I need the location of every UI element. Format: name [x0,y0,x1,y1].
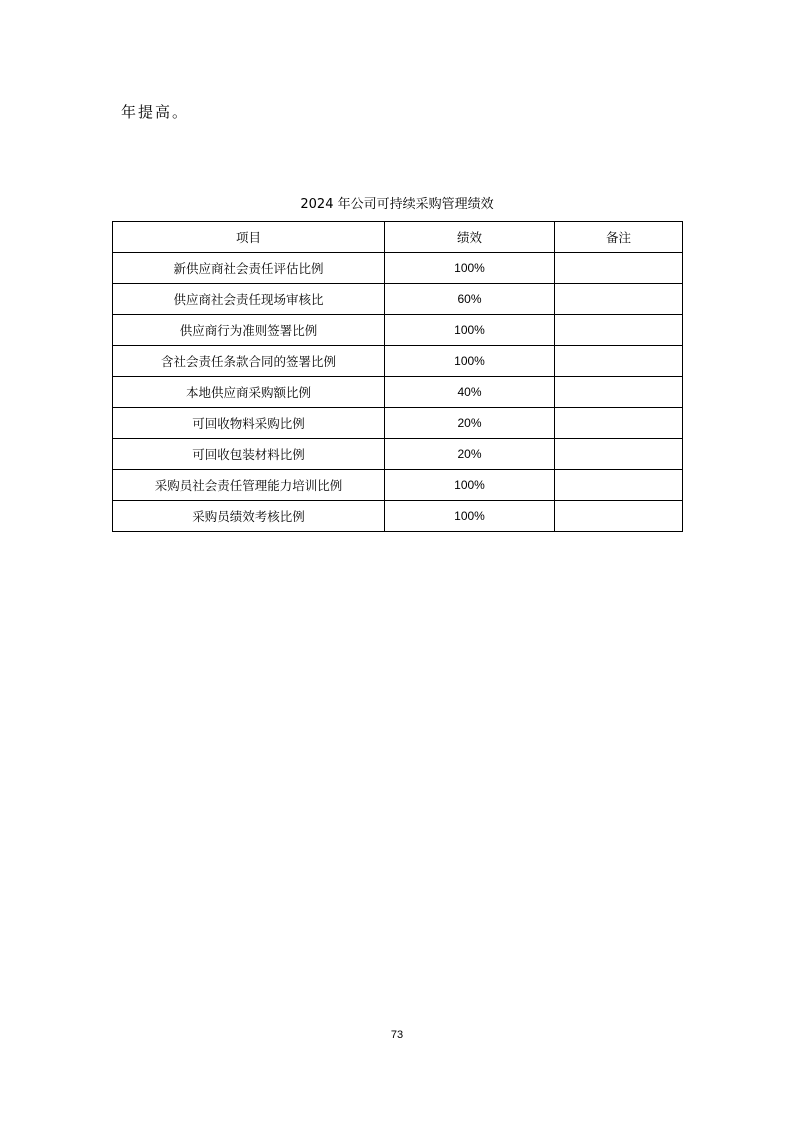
performance-table [112,221,683,532]
row-item: 供应商社会责任现场审核比 [113,284,385,315]
row-note [555,315,683,346]
table-title: 2024 年公司可持续采购管理绩效 [300,197,494,212]
row-item: 供应商行为准则签署比例 [113,315,385,346]
row-value: 100% [385,346,555,377]
row-note [555,501,683,532]
row-item: 新供应商社会责任评估比例 [113,253,385,284]
row-note [555,346,683,377]
table-row [113,470,683,501]
row-value: 20% [385,439,555,470]
row-value: 20% [385,408,555,439]
row-item: 可回收包装材料比例 [113,439,385,470]
body-text-fragment: 年提高。 [121,103,190,121]
row-note [555,470,683,501]
row-value: 100% [385,501,555,532]
table-row [113,408,683,439]
header-remarks: 备注 [555,222,683,253]
row-item: 采购员绩效考核比例 [113,501,385,532]
table-row [113,253,683,284]
row-value: 40% [385,377,555,408]
page-number: 73 [390,1029,404,1041]
table-header-row [113,222,683,253]
header-performance: 绩效 [385,222,555,253]
row-note [555,408,683,439]
row-value: 100% [385,315,555,346]
header-item: 项目 [113,222,385,253]
table-row [113,501,683,532]
row-note [555,439,683,470]
table-row [113,315,683,346]
row-note [555,377,683,408]
table-row [113,439,683,470]
row-value: 60% [385,284,555,315]
row-item: 含社会责任条款合同的签署比例 [113,346,385,377]
row-note [555,253,683,284]
row-item: 采购员社会责任管理能力培训比例 [113,470,385,501]
table-row [113,346,683,377]
table-row [113,284,683,315]
table-row [113,377,683,408]
row-value: 100% [385,253,555,284]
row-item: 可回收物料采购比例 [113,408,385,439]
row-value: 100% [385,470,555,501]
row-item: 本地供应商采购额比例 [113,377,385,408]
row-note [555,284,683,315]
